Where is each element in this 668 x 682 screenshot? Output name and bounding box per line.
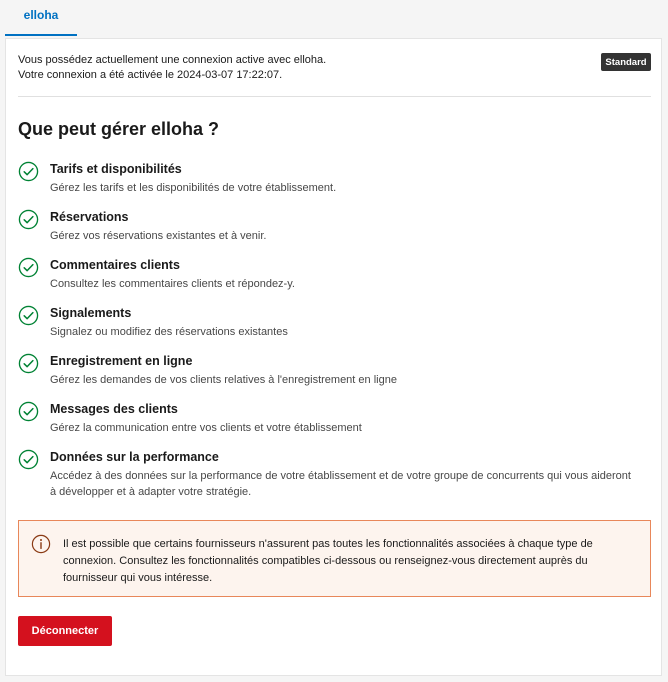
- feature-description: Consultez les commentaires clients et répondez-y.: [50, 278, 295, 290]
- feature-description: Gérez la communication entre vos clients et votre établissement: [50, 422, 362, 434]
- connection-status-text: Vous possédez actuellement une connexion active avec elloha.: [18, 54, 327, 66]
- warning-alert: [18, 520, 651, 597]
- check-circle-icon: [18, 257, 39, 278]
- connection-type-badge: Standard: [601, 53, 651, 71]
- check-circle-icon: [18, 305, 39, 326]
- connection-date-text: Votre connexion a été activée le 2024-03-07 17:22:07.: [18, 69, 283, 81]
- feature-title: Tarifs et disponibilités: [50, 162, 182, 176]
- info-icon: [31, 534, 51, 554]
- feature-title: Enregistrement en ligne: [50, 354, 193, 368]
- alert-text: Il est possible que certains fournisseurs n'assurent pas toutes les fonctionnalités associées à chaque type de connexion. Consultez les fonctionnalités compatibles ci-dessous ou renseignez-vous directement auprès du fournisseur qui vous intéresse.: [63, 538, 593, 584]
- feature-title: Commentaires clients: [50, 258, 180, 272]
- check-circle-icon: [18, 209, 39, 230]
- feature-description: Gérez les tarifs et les disponibilités de votre établissement.: [50, 182, 337, 194]
- tab-bar: [0, 0, 668, 38]
- connection-card: [5, 38, 662, 676]
- check-circle-icon: [18, 353, 39, 374]
- feature-title: Signalements: [50, 306, 132, 320]
- feature-title: Réservations: [50, 210, 129, 224]
- check-circle-icon: [18, 161, 39, 182]
- feature-title: Messages des clients: [50, 402, 178, 416]
- feature-description: Gérez vos réservations existantes et à venir.: [50, 230, 267, 242]
- tab-elloha-label: elloha: [23, 8, 59, 22]
- feature-title: Données sur la performance: [50, 450, 219, 464]
- feature-description: Signalez ou modifiez des réservations existantes: [50, 326, 288, 338]
- divider: [18, 96, 651, 97]
- check-circle-icon: [18, 401, 39, 422]
- section-title: Que peut gérer elloha ?: [18, 119, 220, 139]
- check-circle-icon: [18, 449, 39, 470]
- feature-description: Gérez les demandes de vos clients relatives à l'enregistrement en ligne: [50, 374, 397, 386]
- feature-description: Accédez à des données sur la performance de votre établissement et de votre groupe de concurrents qui vous aideront à développer et à adapter votre stratégie.: [50, 470, 631, 498]
- disconnect-button[interactable]: Déconnecter: [18, 616, 112, 646]
- tab-elloha[interactable]: [5, 0, 77, 36]
